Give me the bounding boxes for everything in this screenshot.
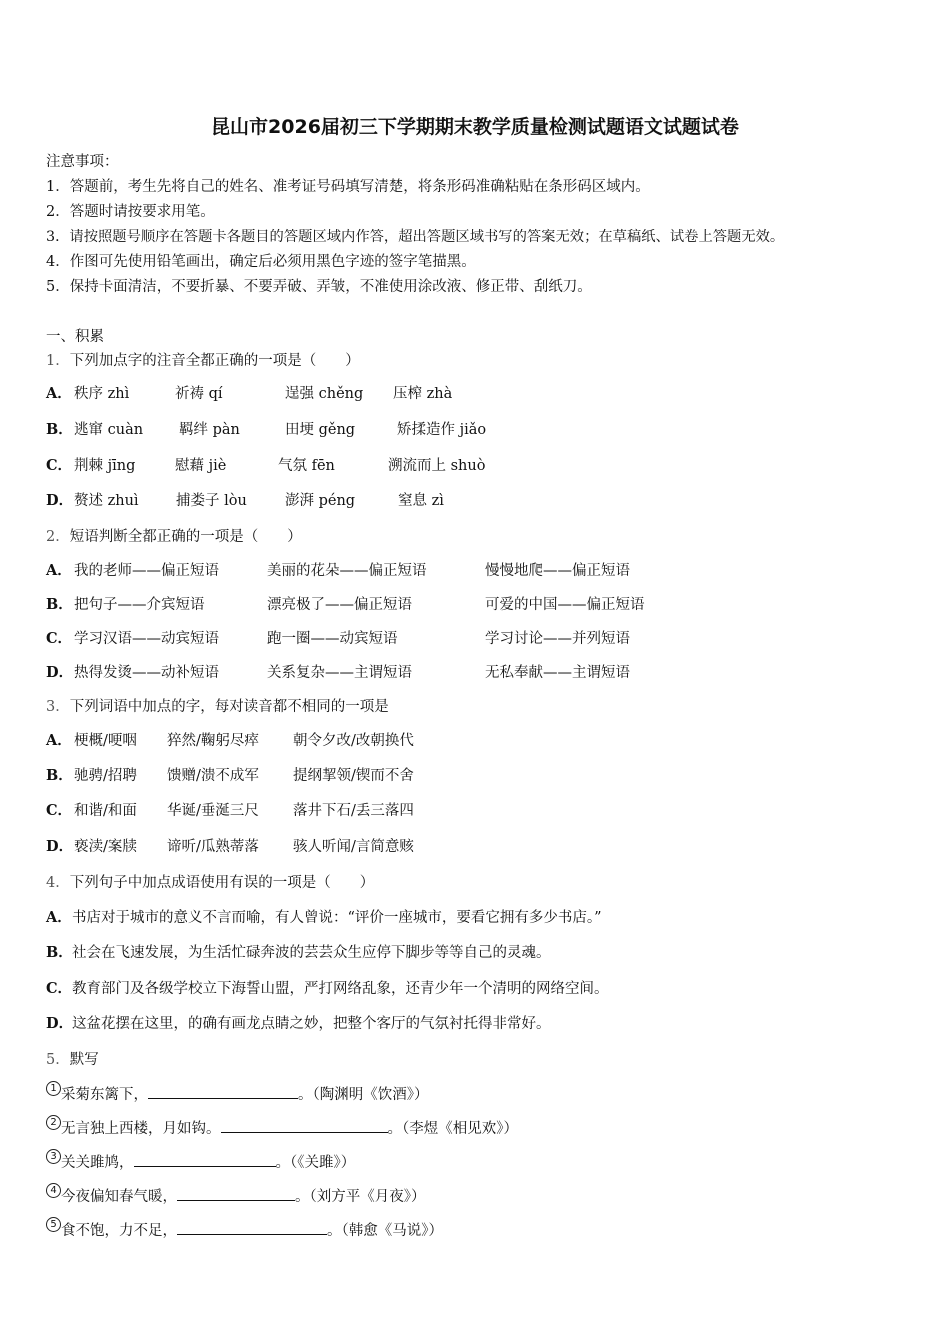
option-text: 书店对于城市的意义不言而喻，有人曾说：“评价一座城市，要看它拥有多少书店。” — [72, 910, 602, 926]
page-title: 昆山市2026届初三下学期期末教学质量检测试题语文试题试卷 — [211, 116, 739, 138]
option-cell: 赘述 zhuì — [74, 493, 139, 509]
notice-item: 5．保持卡面清洁，不要折暴、不要弄破、弄皱，不准使用涂改液、修正带、刮纸刀。 — [46, 279, 592, 295]
option-letter: C． — [46, 980, 73, 997]
option-row — [46, 1014, 551, 1034]
question-number: 4． — [46, 875, 70, 891]
option-cell: 梗概/哽咽 — [74, 733, 137, 749]
option-row — [46, 979, 609, 999]
notice-item: 3．请按照题号顺序在答题卡各题目的答题区域内作答，超出答题区域书写的答案无效；在草稿纸、试卷上答题无效。 — [46, 229, 785, 245]
option-cell: 气氛 fēn — [278, 458, 335, 474]
option-cell: 提纲挈领/锲而不舍 — [293, 768, 414, 784]
option-cell: 亵渎/案牍 — [74, 839, 137, 855]
option-letter: D． — [46, 838, 74, 855]
option-letter: C． — [46, 457, 73, 474]
dictation-source: 。（韩愈《马说》） — [327, 1223, 443, 1239]
option-letter: A． — [46, 732, 72, 749]
circled-number: 3 — [46, 1149, 61, 1164]
option-cell: 热得发烫——动补短语 — [74, 665, 219, 681]
option-cell: 猝然/鞠躬尽瘁 — [167, 733, 259, 749]
option-cell: 学习讨论——并列短语 — [485, 631, 630, 647]
option-row — [46, 420, 72, 440]
option-cell: 落井下石/丢三落四 — [293, 803, 414, 819]
option-cell: 朝令夕改/改朝换代 — [293, 733, 414, 749]
question-number: 5． — [46, 1052, 70, 1068]
dictation-source: 。（李煜《相见欢》） — [387, 1121, 518, 1137]
notice-item: 4．作图可先使用铅笔画出，确定后必须用黑色字迹的签字笔描黑。 — [46, 254, 476, 270]
option-letter: D． — [46, 664, 74, 681]
option-row — [46, 943, 551, 963]
question-number: 2． — [46, 529, 70, 545]
dictation-text: 今夜偏知春气暖， — [61, 1189, 177, 1205]
option-row — [46, 629, 72, 649]
option-row — [46, 663, 72, 683]
option-row — [46, 731, 72, 751]
answer-blank[interactable] — [134, 1152, 276, 1167]
option-cell: 跑一圈——动宾短语 — [267, 631, 398, 647]
dictation-item — [46, 1084, 429, 1105]
option-cell: 我的老师——偏正短语 — [74, 563, 219, 579]
option-cell: 羁绊 pàn — [179, 422, 240, 438]
option-cell: 关系复杂——主谓短语 — [267, 665, 412, 681]
option-row — [46, 561, 72, 581]
option-row — [46, 456, 72, 476]
option-letter: C． — [46, 802, 73, 819]
option-cell: 华诞/垂涎三尺 — [167, 803, 259, 819]
dictation-item — [46, 1118, 518, 1139]
option-row — [46, 908, 602, 928]
option-cell: 骇人听闻/言简意赅 — [293, 839, 414, 855]
option-text: 教育部门及各级学校立下海誓山盟，严打网络乱象，还青少年一个清明的网络空间。 — [72, 981, 609, 997]
section-heading: 一、积累 — [46, 329, 104, 345]
question-text: 默写 — [69, 1052, 99, 1068]
option-letter: C． — [46, 630, 73, 647]
option-letter: A． — [46, 385, 72, 402]
dictation-source: 。（陶渊明《饮酒》） — [298, 1087, 429, 1103]
option-row — [46, 595, 72, 615]
question-number: 3． — [46, 699, 70, 715]
option-letter: D． — [46, 1015, 74, 1032]
option-cell: 馈赠/溃不成军 — [167, 768, 259, 784]
option-cell: 逞强 chěng — [285, 386, 364, 402]
option-cell: 无私奉献——主谓短语 — [485, 665, 630, 681]
answer-blank[interactable] — [177, 1220, 327, 1235]
option-text: 社会在飞速发展，为生活忙碌奔波的芸芸众生应停下脚步等等自己的灵魂。 — [72, 945, 551, 961]
option-cell: 慢慢地爬——偏正短语 — [485, 563, 630, 579]
circled-number: 4 — [46, 1183, 61, 1198]
option-cell: 和谐/和面 — [74, 803, 137, 819]
dictation-item — [46, 1220, 443, 1241]
option-cell: 可爱的中国——偏正短语 — [485, 597, 645, 613]
answer-blank[interactable] — [148, 1084, 298, 1099]
option-cell: 矫揉造作 jiǎo — [397, 422, 487, 438]
option-letter: B． — [46, 596, 73, 613]
circled-number: 2 — [46, 1115, 61, 1130]
option-row — [46, 384, 72, 404]
option-letter: A． — [46, 562, 72, 579]
dictation-source: 。（《关雎》） — [275, 1155, 356, 1171]
circled-number: 1 — [46, 1081, 61, 1096]
option-cell: 漂亮极了——偏正短语 — [267, 597, 412, 613]
option-letter: B． — [46, 944, 73, 961]
option-cell: 澎湃 péng — [285, 493, 356, 509]
question-stem — [46, 697, 389, 717]
option-cell: 秩序 zhì — [74, 386, 130, 402]
question-text: 下列加点字的注音全都正确的一项是（ ） — [69, 353, 360, 369]
notice-item: 2．答题时请按要求用笔。 — [46, 204, 215, 220]
dictation-item — [46, 1186, 426, 1207]
option-row — [46, 837, 72, 857]
option-cell: 逃窜 cuàn — [74, 422, 144, 438]
notice-item: 1．答题前，考生先将自己的姓名、准考证号码填写清楚，将条形码准确粘贴在条形码区域内。 — [46, 179, 650, 195]
dictation-text: 食不饱，力不足， — [61, 1223, 177, 1239]
option-cell: 压榨 zhà — [393, 386, 453, 402]
option-cell: 祈祷 qí — [175, 386, 223, 402]
question-text: 下列句子中加点成语使用有误的一项是（ ） — [69, 875, 375, 891]
option-row — [46, 801, 72, 821]
option-cell: 美丽的花朵——偏正短语 — [267, 563, 427, 579]
option-text: 这盆花摆在这里，的确有画龙点睛之妙，把整个客厅的气氛衬托得非常好。 — [72, 1016, 551, 1032]
option-cell: 窒息 zì — [398, 493, 444, 509]
option-cell: 把句子——介宾短语 — [74, 597, 205, 613]
dictation-text: 关关雎鸠， — [61, 1155, 134, 1171]
question-stem — [46, 873, 374, 893]
dictation-text: 无言独上西楼，月如钩。 — [61, 1121, 221, 1137]
question-text: 短语判断全都正确的一项是（ ） — [69, 529, 302, 545]
option-cell: 溯流而上 shuò — [388, 458, 486, 474]
circled-number: 5 — [46, 1217, 61, 1232]
answer-blank[interactable] — [221, 1118, 388, 1133]
option-cell: 田埂 gěng — [285, 422, 356, 438]
question-text: 下列词语中加点的字，每对读音都不相同的一项是 — [69, 699, 389, 715]
question-stem — [46, 351, 360, 371]
option-letter: B． — [46, 421, 73, 438]
option-cell: 慰藉 jiè — [175, 458, 227, 474]
option-cell: 捕娄子 lòu — [176, 493, 247, 509]
dictation-item — [46, 1152, 355, 1173]
question-stem — [46, 527, 302, 547]
option-letter: A． — [46, 909, 72, 926]
option-row — [46, 766, 72, 786]
option-cell: 学习汉语——动宾短语 — [74, 631, 219, 647]
question-stem — [46, 1050, 99, 1070]
notice-heading: 注意事项： — [46, 154, 119, 170]
option-row — [46, 491, 72, 511]
option-cell: 驰骋/招聘 — [74, 768, 137, 784]
answer-blank[interactable] — [177, 1186, 295, 1201]
dictation-text: 采菊东篱下， — [61, 1087, 148, 1103]
dictation-source: 。（刘方平《月夜》） — [295, 1189, 426, 1205]
option-letter: B． — [46, 767, 73, 784]
option-letter: D． — [46, 492, 74, 509]
option-cell: 谛听/瓜熟蒂落 — [167, 839, 259, 855]
option-cell: 荆棘 jīng — [74, 458, 136, 474]
question-number: 1． — [46, 353, 70, 369]
